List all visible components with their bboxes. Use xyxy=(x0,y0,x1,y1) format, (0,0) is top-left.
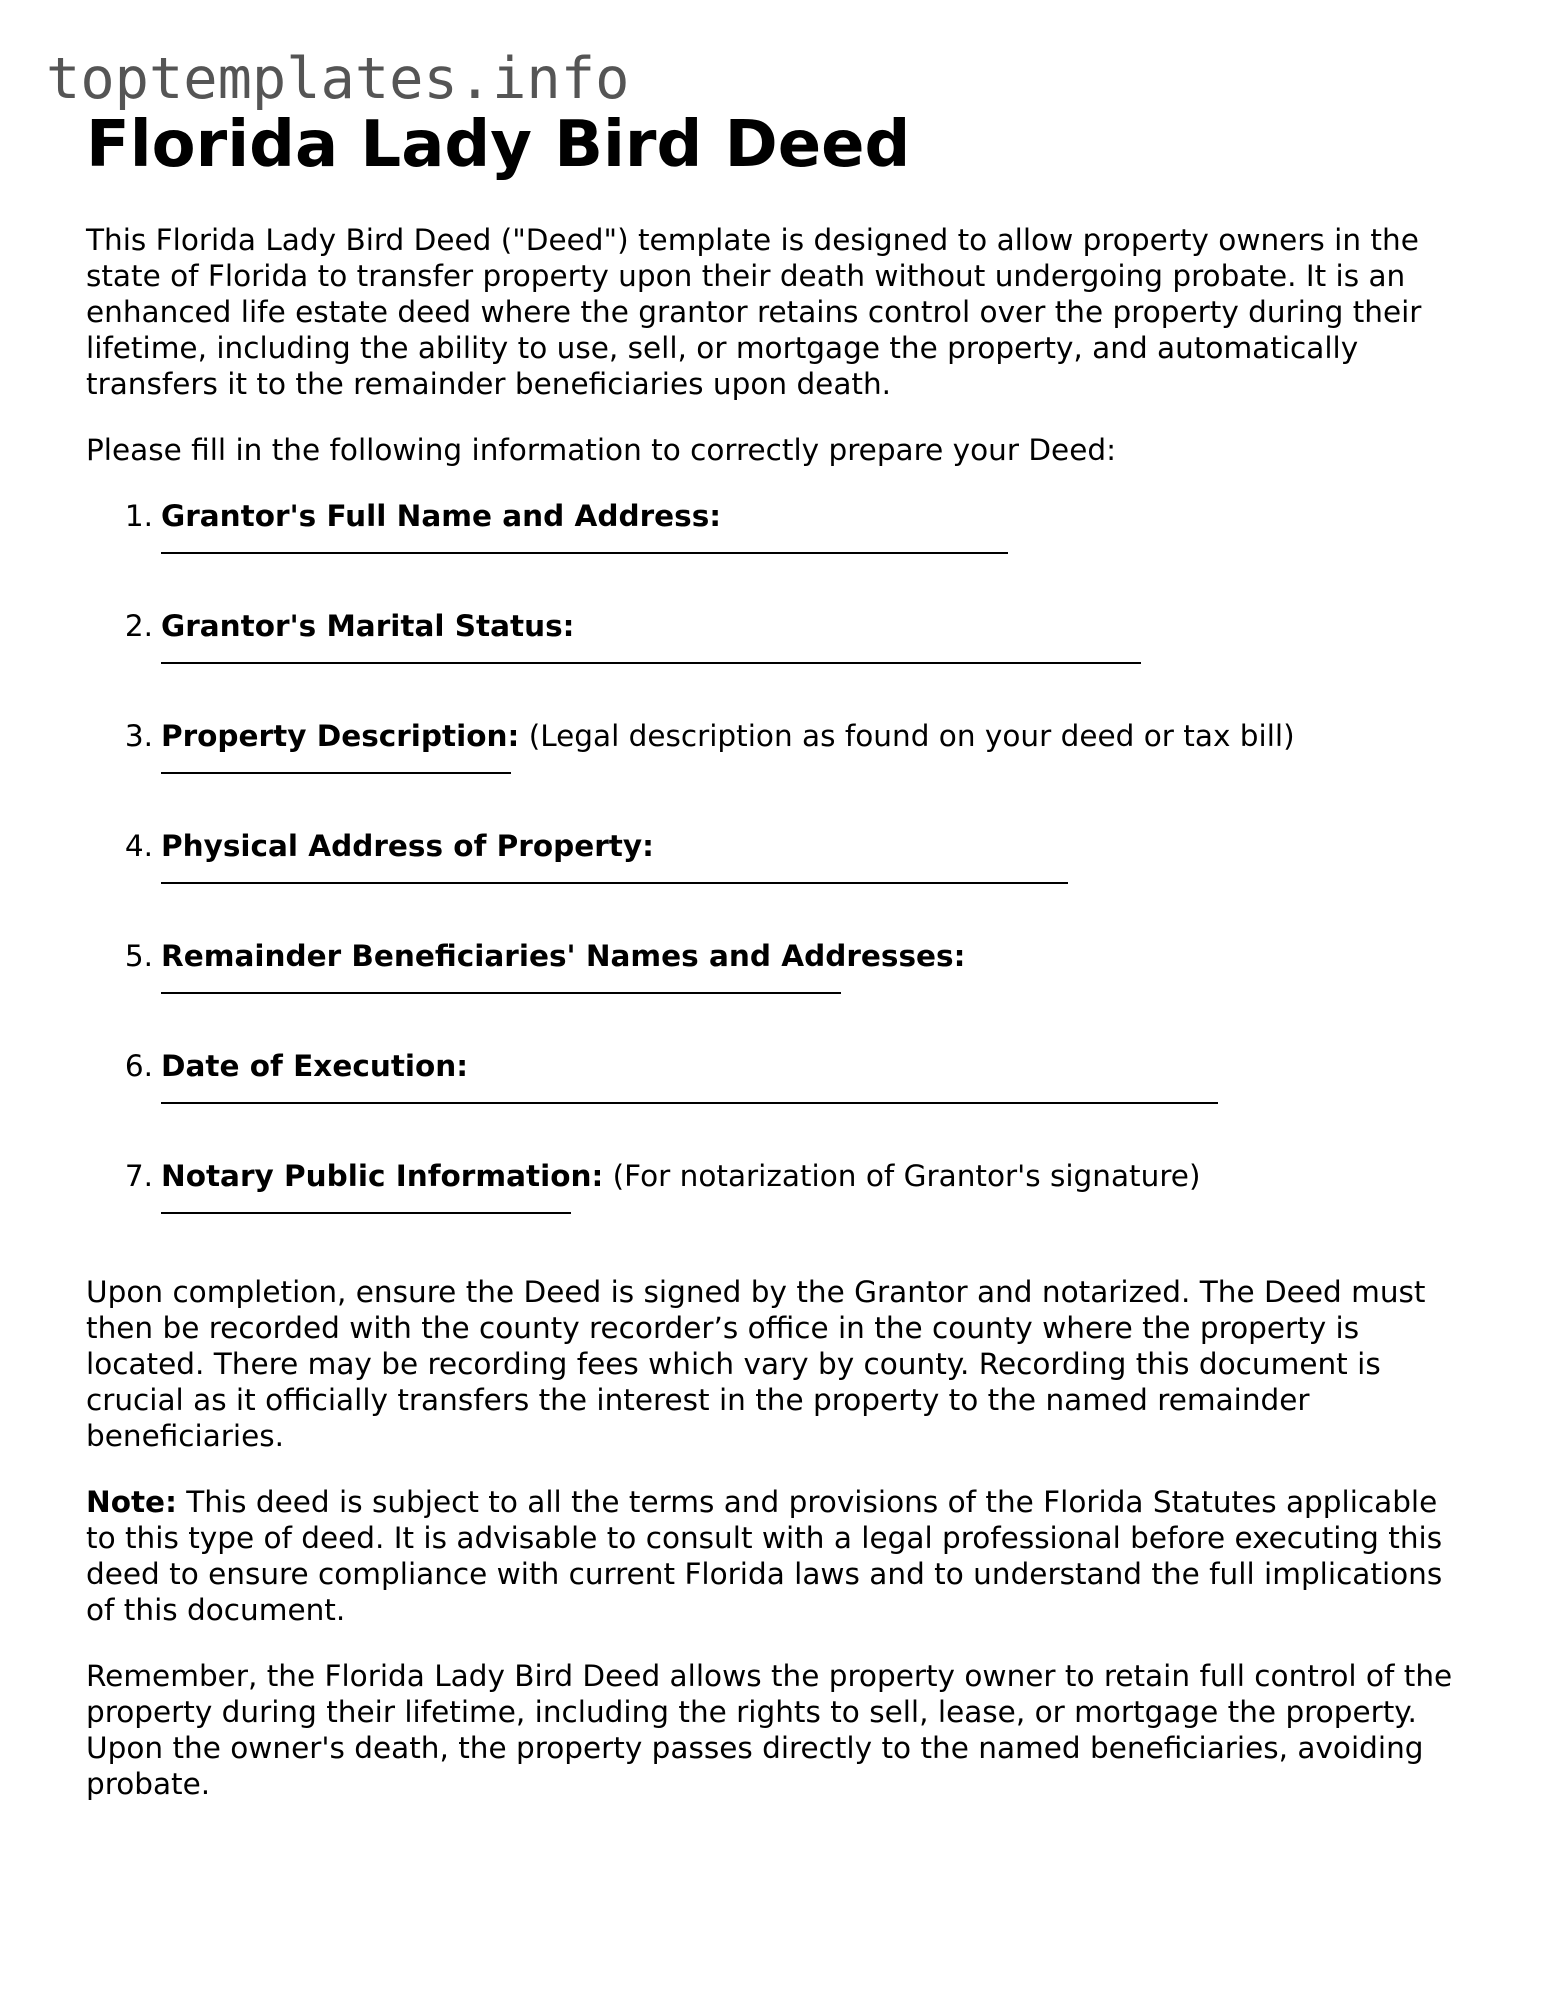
field-label: Remainder Beneficiaries' Names and Addresses: xyxy=(161,939,966,973)
field-item-notary-info xyxy=(86,1158,1466,1232)
fill-in-blank[interactable] xyxy=(161,662,1141,664)
field-label: Grantor's Full Name and Address: xyxy=(161,499,722,533)
field-hint: (Legal description as found on your deed or tax bill) xyxy=(519,719,1295,753)
field-item-physical-address xyxy=(86,828,1466,902)
note-text: This deed is subject to all the terms and provisions of the Florida Statutes applicable to this type of deed. It is advisable to consult with a legal professional before executing this deed to ensure compliance with current Florida laws and to understand the full implications of this document. xyxy=(86,1485,1443,1627)
field-number: 2. xyxy=(124,609,153,643)
field-number: 6. xyxy=(124,1049,153,1083)
field-label: Property Description: xyxy=(161,719,520,753)
fill-in-blank[interactable] xyxy=(161,772,511,774)
note-paragraph xyxy=(86,1484,1466,1628)
field-number: 7. xyxy=(124,1159,153,1193)
document-title: Florida Lady Bird Deed xyxy=(86,108,911,182)
note-label: Note: xyxy=(86,1485,177,1519)
fill-in-blank[interactable] xyxy=(161,992,841,994)
fill-in-blank[interactable] xyxy=(161,552,1008,554)
document-page xyxy=(86,110,1466,1802)
instructions-prompt: Please fill in the following information to correctly prepare your Deed: xyxy=(86,433,1117,467)
field-label: Physical Address of Property: xyxy=(161,829,654,863)
field-number: 4. xyxy=(124,829,153,863)
intro-paragraph: This Florida Lady Bird Deed ("Deed") template is designed to allow property owners in the state of Florida to transfer property upon their death without undergoing probate. It is an enhanced life estate deed where the grantor retains control over the property during their lifetime, including the ability to use, sell, or mortgage the property, and automatically transfers it to the remainder beneficiaries upon death. xyxy=(86,223,1422,401)
field-item-beneficiaries xyxy=(86,938,1466,1012)
fields-list xyxy=(86,498,1466,1232)
field-number: 1. xyxy=(124,499,153,533)
field-label: Date of Execution: xyxy=(161,1049,469,1083)
field-label: Notary Public Information: xyxy=(161,1159,604,1193)
field-item-property-description xyxy=(86,718,1466,792)
remember-paragraph: Remember, the Florida Lady Bird Deed allows the property owner to retain full control of the property during their lifetime, including the rights to sell, lease, or mortgage the property. Upon the owner's death, the property passes directly to the named beneficiaries, avoiding probate. xyxy=(86,1659,1453,1801)
field-item-date-of-execution xyxy=(86,1048,1466,1122)
fill-in-blank[interactable] xyxy=(161,1102,1218,1104)
field-number: 3. xyxy=(124,719,153,753)
watermark: toptemplates.info xyxy=(46,46,630,112)
field-item-marital-status xyxy=(86,608,1466,682)
fill-in-blank[interactable] xyxy=(161,1212,571,1214)
field-hint: (For notarization of Grantor's signature) xyxy=(603,1159,1201,1193)
field-item-grantor-name xyxy=(86,498,1466,572)
field-number: 5. xyxy=(124,939,153,973)
completion-paragraph: Upon completion, ensure the Deed is signed by the Grantor and notarized. The Deed must then be recorded with the county recorder’s office in the county where the property is located. There may be recording fees which vary by county. Recording this document is crucial as it officially transfers the interest in the property to the named remainder beneficiaries. xyxy=(86,1275,1426,1453)
fill-in-blank[interactable] xyxy=(161,882,1068,884)
field-label: Grantor's Marital Status: xyxy=(161,609,575,643)
